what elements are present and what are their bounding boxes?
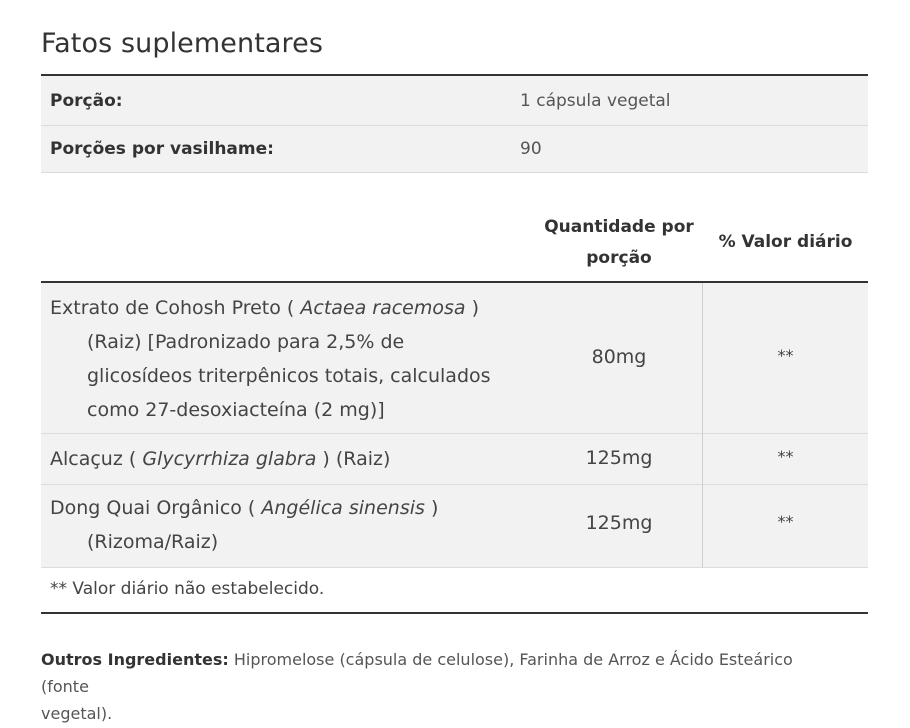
daily-value-header: % Valor diário: [718, 232, 853, 252]
ingredient-daily-value: **: [777, 512, 794, 531]
ingredient-latin-name: Angélica sinensis: [261, 497, 425, 519]
ingredient-detail-line: (Rizoma/Raiz): [87, 531, 219, 553]
ingredient-latin-name: Actaea racemosa: [300, 297, 466, 319]
ingredient-detail-line: (Raiz) [Padronizado para 2,5% de: [87, 331, 405, 353]
servings-per-container-row: [41, 126, 868, 172]
ingredient-daily-value: **: [777, 447, 794, 466]
other-ingredients-text-line1: Hipromelose (cápsula de celulose), Farinha de Arroz e Ácido Esteárico (fonte: [41, 650, 793, 696]
daily-value-footnote: ** Valor diário não estabelecido.: [50, 579, 325, 599]
ingredient-daily-value: **: [777, 346, 794, 365]
amount-per-serving-header: [536, 212, 702, 274]
amount-header-line1: Quantidade por: [544, 217, 694, 237]
ingredient-row: [41, 485, 868, 567]
ingredient-amount: 80mg: [591, 346, 647, 368]
ingredient-name-prefix: Alcaçuz (: [50, 448, 137, 470]
ingredient-row: [41, 434, 868, 484]
other-ingredients-text-line2: vegetal).: [41, 704, 113, 723]
panel-title: Fatos suplementares: [41, 28, 324, 59]
serving-size-value: 1 cápsula vegetal: [520, 91, 671, 111]
servings-per-container-value: 90: [520, 139, 542, 159]
servings-per-container-label: Porções por vasilhame:: [50, 139, 274, 159]
ingredient-name: [50, 442, 520, 476]
bottom-thick-rule: [41, 612, 868, 614]
serving-bottom-line: [41, 172, 868, 173]
ingredient-name: [50, 291, 520, 427]
ingredient-detail-line: glicosídeos triterpênicos totais, calculados: [87, 365, 491, 387]
ingredient-name-prefix: Dong Quai Orgânico (: [50, 497, 256, 519]
ingredient-amount: 125mg: [585, 447, 653, 469]
ingredient-name-suffix: ): [471, 297, 480, 319]
ingredient-amount: 125mg: [585, 512, 653, 534]
ingredient-name-suffix: ) (Raiz): [322, 448, 391, 470]
ingredient-latin-name: Glycyrrhiza glabra: [142, 448, 317, 470]
ingredient-row: [41, 283, 868, 433]
ingredient-bottom-line: [41, 567, 868, 568]
ingredient-name-prefix: Extrato de Cohosh Preto (: [50, 297, 295, 319]
ingredient-detail-line: como 27-desoxiacteína (2 mg)]: [87, 399, 385, 421]
ingredient-name: [50, 491, 520, 559]
column-divider: [702, 283, 703, 567]
other-ingredients-label: Outros Ingredientes:: [41, 650, 229, 669]
other-ingredients: [41, 646, 841, 727]
serving-size-label: Porção:: [50, 91, 123, 111]
ingredient-name-suffix: ): [430, 497, 439, 519]
serving-size-row: [41, 76, 868, 125]
amount-header-line2: porção: [586, 248, 652, 268]
